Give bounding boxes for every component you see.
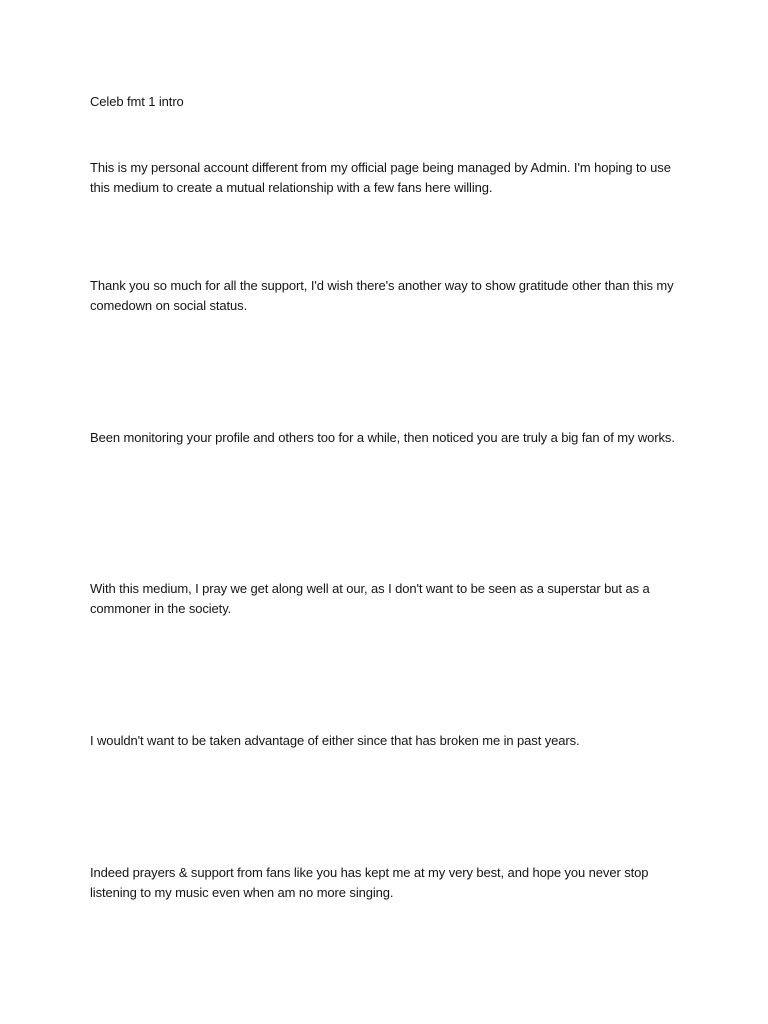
document-title: Celeb fmt 1 intro	[90, 94, 184, 109]
paragraph-3: Been monitoring your profile and others too for a while, then noticed you are truly a big fan of my works.	[90, 430, 675, 445]
paragraph-4: With this medium, I pray we get along well at our, as I don't want to be seen as a superstar but as a commoner in the society.	[90, 581, 650, 616]
paragraph-5: I wouldn't want to be taken advantage of either since that has broken me in past years.	[90, 733, 580, 748]
paragraph-1: This is my personal account different from my official page being managed by Admin. I'm hoping to use this medium to create a mutual relationship with a few fans here willing.	[90, 160, 671, 195]
paragraph-2: Thank you so much for all the support, I'd wish there's another way to show gratitude other than this my comedown on social status.	[90, 278, 674, 313]
paragraph-6: Indeed prayers & support from fans like you has kept me at my very best, and hope you never stop listening to my music even when am no more singing.	[90, 865, 649, 900]
